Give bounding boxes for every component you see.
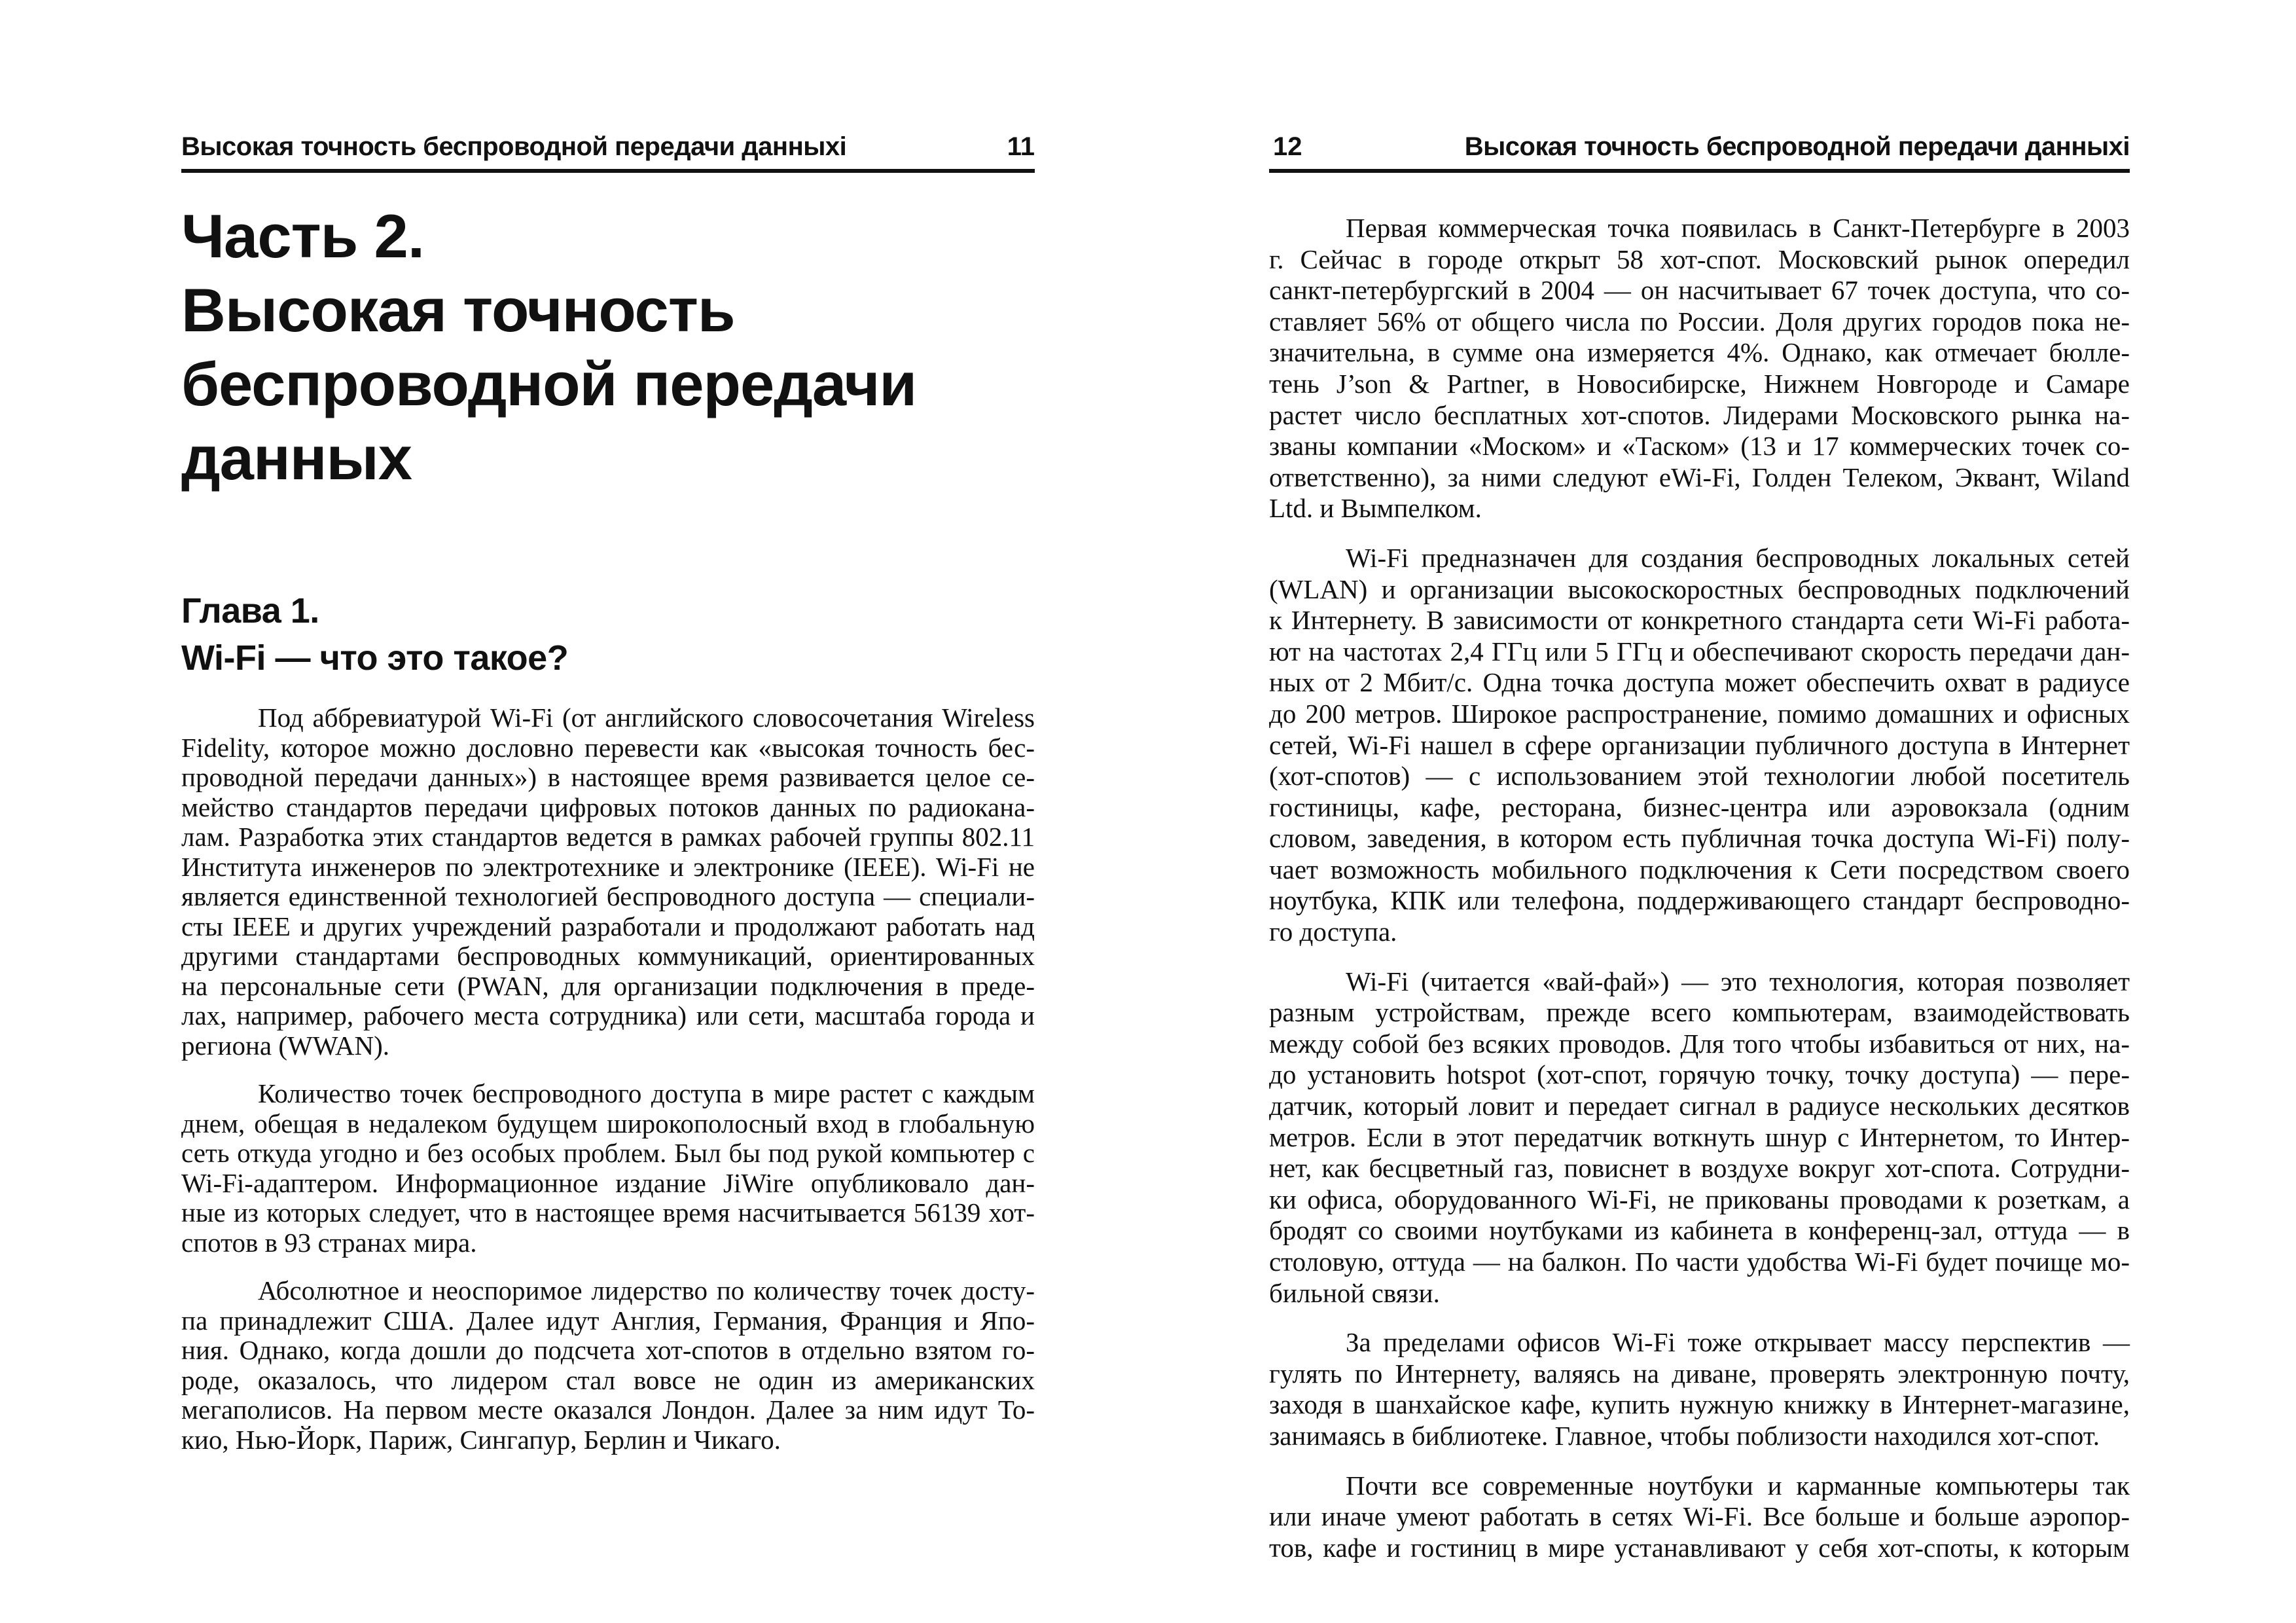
- paragraph: [1269, 1327, 2130, 1451]
- text-line: заходя в шанхайское кафе, купить нужную книжку в Интернет-магазине,: [1269, 1389, 2130, 1420]
- text-line: или иначе умеют работать в сетях Wi-Fi. Все больше и больше аэропор-: [1269, 1501, 2130, 1532]
- text-line: мегаполисов. На первом месте оказался Лондон. Далее за ним идут То-: [181, 1395, 1035, 1425]
- text-line: тень J’son & Partner, в Новосибирске, Нижнем Новгороде и Самаре: [1269, 368, 2130, 399]
- text-line: званы компании «Моском» и «Таском» (13 и 17 коммерческих точек со-: [1269, 431, 2130, 462]
- text-line: Института инженеров по электротехнике и электронике (IEEE). Wi-Fi не: [181, 851, 1035, 882]
- chapter-title-line: Глава 1.: [181, 591, 319, 630]
- text-line: па принадлежит США. Далее идут Англия, Германия, Франция и Япо-: [181, 1305, 1035, 1336]
- text-line: словом, заведения, в котором есть публичная точка доступа Wi-Fi) полу-: [1269, 823, 2130, 854]
- text-line: сетей, Wi-Fi нашел в сфере организации публичного доступа в Интернет: [1269, 729, 2130, 760]
- text-line: проводной передачи данных») в настоящее время развивается целое се-: [181, 762, 1035, 792]
- text-line: тов, кафе и гостиниц в мире устанавливают у себя хот-споты, к которым: [1269, 1532, 2130, 1563]
- text-line: чает возможность мобильного подключения к Сети посредством своего: [1269, 854, 2130, 884]
- text-line: За пределами офисов Wi-Fi тоже открывает массу перспектив —: [1346, 1327, 2130, 1358]
- text-line: на персональные сети (PWAN, для организации подключения в преде-: [181, 970, 1035, 1001]
- text-line: (WLAN) и организации высокоскоростных беспроводных подключений: [1269, 574, 2130, 604]
- text-line: к Интернету. В зависимости от конкретного стандарта сети Wi-Fi работа-: [1269, 605, 2130, 636]
- text-line: Wi-Fi (читается «вай-фай») — это технология, которая позволяет: [1346, 966, 2130, 996]
- text-line: является единственной технологией беспроводного доступа — специали-: [181, 881, 1035, 911]
- text-line: ния. Однако, когда дошли до подсчета хот-спотов в отдельно взятом го-: [181, 1335, 1035, 1365]
- text-line: гостиницы, кафе, ресторана, бизнес-центра или аэровокзала (одним: [1269, 792, 2130, 822]
- text-line: днем, обещая в недалеком будущем широкополосный вход в глобальную: [181, 1108, 1035, 1139]
- text-line: г. Сейчас в городе открыт 58 хот-спот. Московский рынок опередил: [1269, 244, 2130, 274]
- part-title-line: Высокая точность: [181, 276, 735, 344]
- text-line: Количество точек беспроводного доступа в мире растет с каждым: [258, 1078, 1035, 1108]
- paragraph: [181, 1276, 1035, 1455]
- chapter-title-line: Wi-Fi — что это такое?: [181, 638, 569, 678]
- paragraph: [1269, 966, 2130, 1309]
- text-line: спотов в 93 странах мира.: [181, 1227, 477, 1258]
- running-head-title: Высокая точность беспроводной передачи данныхі: [1464, 132, 2130, 161]
- text-line: Wi-Fi-адаптером. Информационное издание JiWire опубликовало дан-: [181, 1167, 1035, 1198]
- text-line: лах, например, рабочего места сотрудника) или сети, масштаба города и: [181, 1000, 1035, 1030]
- text-line: бродят со своими ноутбуками из кабинета в конференц-зал, оттуда — в: [1269, 1215, 2130, 1246]
- text-line: санкт-петербургский в 2004 — он насчитывает 67 точек доступа, что со-: [1269, 275, 2130, 306]
- page-number: 11: [1007, 132, 1035, 161]
- text-line: Первая коммерческая точка появилась в Санкт-Петербурге в 2003: [1346, 213, 2130, 243]
- text-line: роде, оказалось, что лидером стал вовсе не один из американских: [181, 1364, 1035, 1395]
- text-line: Почти все современные ноутбуки и карманные компьютеры так: [1346, 1470, 2130, 1501]
- text-line: столовую, оттуда — на балкон. По части удобства Wi-Fi будет почище мо-: [1269, 1247, 2130, 1277]
- text-line: кио, Нью-Йорк, Париж, Сингапур, Берлин и Чикаго.: [181, 1424, 781, 1455]
- text-line: Fidelity, которое можно дословно перевести как «высокая точность бес-: [181, 732, 1035, 763]
- text-line: ные из которых следует, что в настоящее время насчитывается 56139 хот-: [181, 1197, 1035, 1228]
- left-page: [181, 0, 1035, 1623]
- chapter-title: [181, 587, 568, 682]
- text-line: гулять по Интернету, валяясь на диване, проверять электронную почту,: [1269, 1358, 2130, 1389]
- text-line: сты IEEE и других учреждений разработали и продолжают работать над: [181, 911, 1035, 941]
- text-line: Ltd. и Вымпелком.: [1269, 493, 1482, 524]
- paragraph: [1269, 543, 2130, 948]
- text-line: до установить hotspot (хот-спот, горячую точку, точку доступа) — пере-: [1269, 1059, 2130, 1090]
- paragraph: [181, 703, 1035, 1061]
- paragraph: [181, 1079, 1035, 1258]
- body-text: [181, 703, 1035, 1473]
- text-line: (хот-спотов) — с использованием этой технологии любой посетитель: [1269, 761, 2130, 792]
- text-line: ноутбука, КПК или телефона, поддерживающего стандарт беспроводно-: [1269, 885, 2130, 916]
- text-line: бильной связи.: [1269, 1277, 1440, 1308]
- running-head-title: Высокая точность беспроводной передачи данныхі: [181, 132, 847, 161]
- paragraph: [1269, 213, 2130, 524]
- part-title-line: Часть 2.: [181, 202, 424, 270]
- paragraph: [1269, 1470, 2130, 1564]
- text-line: Wi-Fi предназначен для создания беспроводных локальных сетей: [1346, 542, 2130, 573]
- text-line: региона (WWAN).: [181, 1030, 389, 1061]
- text-line: ных от 2 Мбит/с. Одна точка доступа может обеспечить охват в радиусе: [1269, 667, 2130, 698]
- text-line: лам. Разработка этих стандартов ведется в рамках рабочей группы 802.11: [181, 822, 1035, 852]
- text-line: ответственно), за ними следуют eWi-Fi, Голден Телеком, Эквант, Wiland: [1269, 462, 2130, 492]
- running-head: [1269, 128, 2130, 165]
- header-rule: [1269, 169, 2130, 173]
- text-line: датчик, который ловит и передает сигнал в радиусе нескольких десятков: [1269, 1091, 2130, 1122]
- text-line: ставляет 56% от общего числа по России. Доля других городов пока не-: [1269, 306, 2130, 337]
- part-title: [181, 199, 916, 495]
- text-line: значительна, в сумме она измеряется 4%. Однако, как отмечает бюлле-: [1269, 337, 2130, 368]
- part-title-line: беспроводной передачи: [181, 350, 917, 418]
- right-page: [1269, 0, 2130, 1623]
- text-line: между собой без всяких проводов. Для того чтобы избавиться от них, на-: [1269, 1028, 2130, 1059]
- body-text: [1269, 213, 2130, 1582]
- text-line: го доступа.: [1269, 917, 1397, 947]
- text-line: до 200 метров. Широкое распространение, помимо домашних и офисных: [1269, 698, 2130, 729]
- text-line: мейство стандартов передачи цифровых потоков данных по радиокана-: [181, 792, 1035, 822]
- part-title-line: данных: [181, 424, 412, 492]
- text-line: растет число бесплатных хот-спотов. Лидерами Московского рынка на-: [1269, 399, 2130, 430]
- text-line: другими стандартами беспроводных коммуникаций, ориентированных: [181, 941, 1035, 971]
- text-line: ют на частотах 2,4 ГГц или 5 ГГц и обеспечивают скорость передачи дан-: [1269, 636, 2130, 666]
- text-line: ки офиса, оборудованного Wi-Fi, не прикованы проводами к розеткам, а: [1269, 1184, 2130, 1214]
- text-line: Под аббревиатурой Wi-Fi (от английского словосочетания Wireless: [258, 702, 1035, 733]
- header-rule: [181, 169, 1035, 173]
- page-number: 12: [1273, 132, 1302, 161]
- text-line: метров. Если в этот передатчик воткнуть шнур с Интернетом, то Интер-: [1269, 1122, 2130, 1152]
- text-line: сеть откуда угодно и без особых проблем. Был бы под рукой компьютер с: [181, 1138, 1035, 1168]
- text-line: Абсолютное и неоспоримое лидерство по количеству точек досту-: [258, 1275, 1035, 1305]
- text-line: занимаясь в библиотеке. Главное, чтобы поблизости находился хот-спот.: [1269, 1420, 2100, 1451]
- text-line: разным устройствам, прежде всего компьютерам, взаимодействовать: [1269, 997, 2130, 1028]
- text-line: нет, как бесцветный газ, повиснет в воздухе вокруг хот-спота. Сотрудни-: [1269, 1153, 2130, 1184]
- running-head: [181, 128, 1035, 165]
